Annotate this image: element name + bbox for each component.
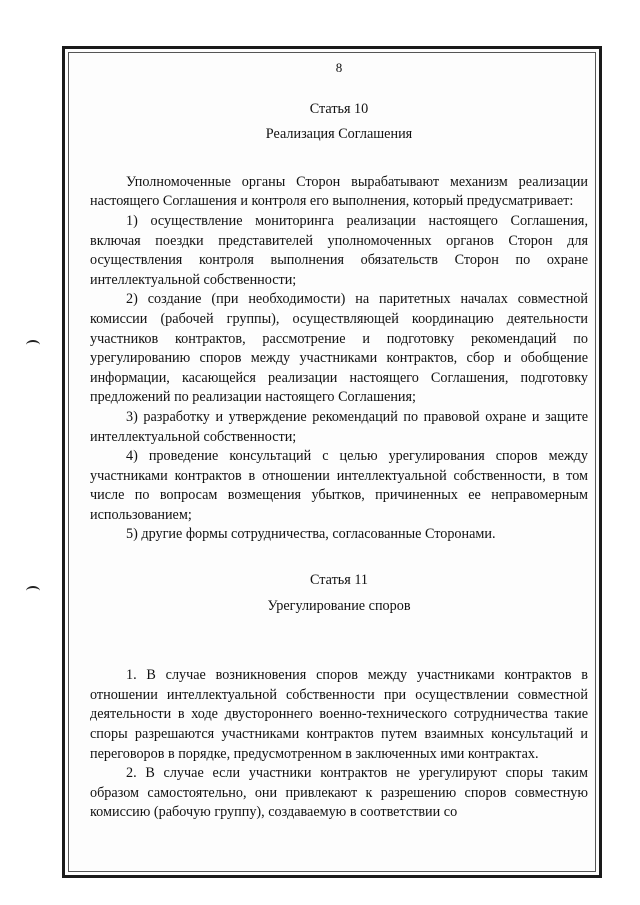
article-10-item: 2) создание (при необходимости) на паритетных началах совместной комиссии (рабочей группы), осуществляющей координацию деятельности участников контрактов, рассмотрение и подготовку рекомендаций по урегулированию споров между участниками контрактов, сбор и обобщение информации, касающейся реализации настоящего Соглашения, подготовку предложений по реализации настоящего Соглашения;: [90, 291, 588, 406]
article-10-item: 5) другие формы сотрудничества, согласованные Сторонами.: [126, 526, 496, 543]
article-11-title: Статья 11: [310, 572, 368, 589]
article-10-title: Статья 10: [309, 100, 369, 117]
article-11-item: 1. В случае возникновения споров между участниками контрактов в отношении интеллектуальной собственности при осуществлении совместной деятельности в ходе двустороннего военно-технического сотрудничества такие споры разрешаются участниками контрактов путем взаимных консультаций и переговоров в порядке, предусмотренном в заключенных ими контрактах.: [90, 667, 588, 762]
article-10-item: 3) разработку и утверждение рекомендаций по правовой охране и защите интеллектуальной собственности;: [90, 408, 588, 445]
article-10-intro: Уполномоченные органы Сторон вырабатывают механизм реализации настоящего Соглашения и контроля его выполнения, который предусматривает:: [90, 173, 588, 210]
binding-hole-mark: [26, 340, 40, 350]
article-10-subtitle: Реализация Соглашения: [265, 126, 413, 143]
article-11-subtitle: Урегулирование споров: [267, 597, 411, 614]
binding-hole-mark: [26, 586, 40, 596]
article-10-item: 1) осуществление мониторинга реализации настоящего Соглашения, включая поездки представителей уполномоченных органов Сторон для осуществления контроля выполнения обязательств Сторон по охране интеллектуальной собственности;: [90, 212, 588, 288]
article-11-item: 2. В случае если участники контрактов не урегулируют споры таким образом самостоятельно, они привлекают к разрешению споров совместную комиссию (рабочую группу), создаваемую в соответствии со: [90, 765, 588, 821]
page-number: 8: [335, 60, 343, 75]
article-10-item: 4) проведение консультаций с целью урегулирования споров между участниками контрактов в отношении интеллектуальной собственности, в том числе по вопросам возмещения убытков, причиненных ее неправомерным использованием;: [90, 448, 588, 523]
document-page: [90, 58, 588, 823]
